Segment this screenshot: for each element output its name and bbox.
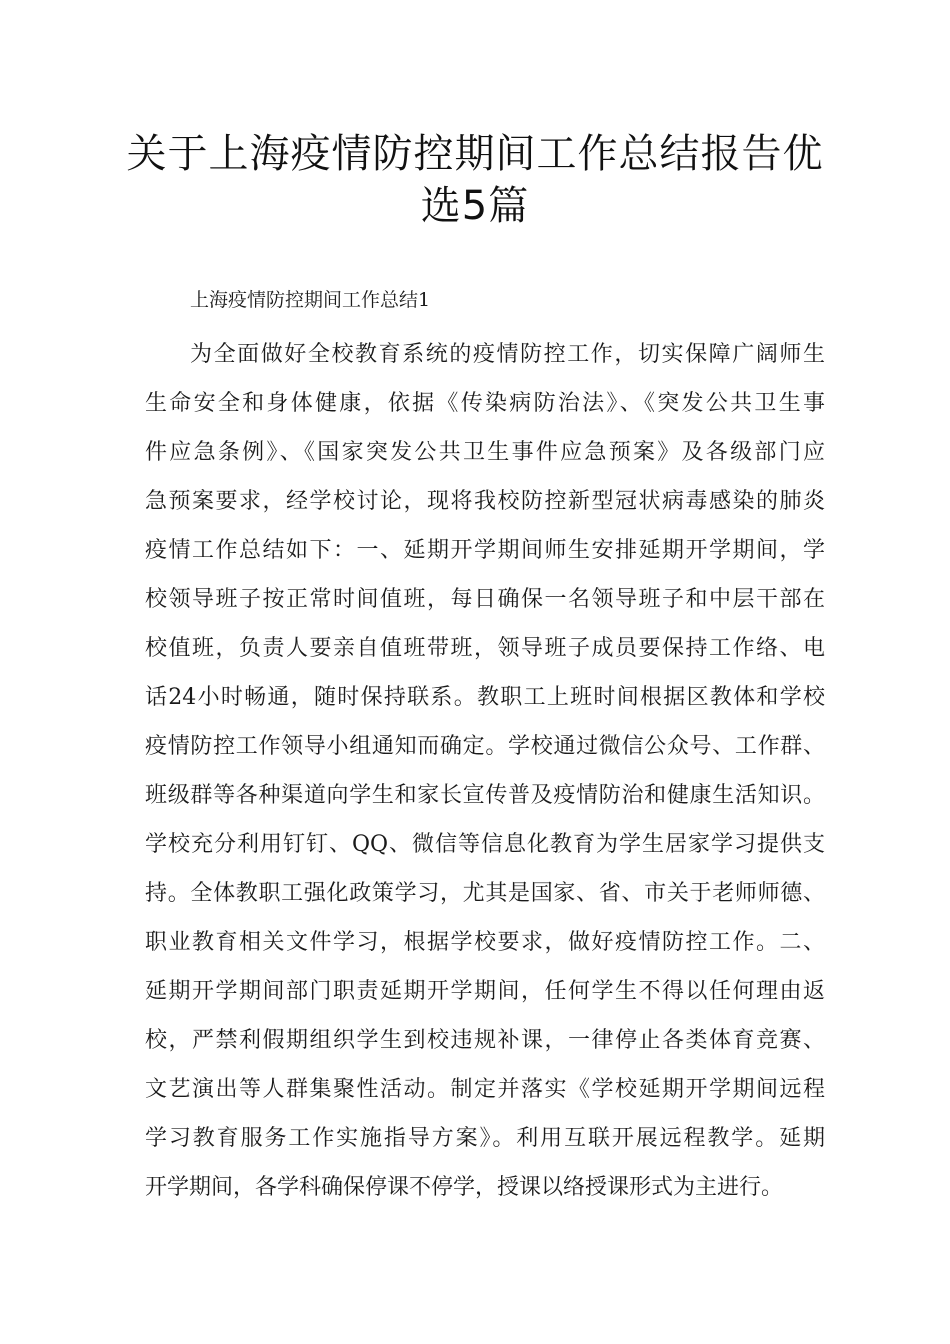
text-line: 疫情防控工作领导小组通知而确定。学校通过微信公众号、工作群、 (145, 734, 825, 759)
text-line: 疫情工作总结如下：一、延期开学期间师生安排延期开学期间，学 (145, 538, 825, 563)
text-line: 件应急条例》、《国家突发公共卫生事件应急预案》及各级部门应 (145, 440, 825, 465)
text-line: 开学期间，各学科确保停课不停学，授课以络授课形式为主进行。 (145, 1175, 784, 1200)
text-line: 持。全体教职工强化政策学习，尤其是国家、省、市关于老师师德、 (145, 881, 825, 906)
text-line: 职业教育相关文件学习，根据学校要求，做好疫情防控工作。二、 (145, 930, 825, 955)
text-line: 为全面做好全校教育系统的疫情防控工作，切实保障广阔师生 (190, 342, 825, 367)
text-line: 学习教育服务工作实施指导方案》。利用互联开展远程教学。延期 (145, 1126, 825, 1151)
text-line: 急预案要求，经学校讨论，现将我校防控新型冠状病毒感染的肺炎 (145, 489, 825, 514)
text-line: 文艺演出等人群集聚性活动。制定并落实《学校延期开学期间远程 (145, 1077, 825, 1102)
section-heading: 上海疫情防控期间工作总结1 (190, 289, 431, 311)
text-line: 生命安全和身体健康，依据《传染病防治法》、《突发公共卫生事 (145, 391, 825, 416)
text-line: 校，严禁利假期组织学生到校违规补课，一律停止各类体育竞赛、 (145, 1028, 825, 1053)
document-title-line-2: 选5篇 (420, 183, 530, 229)
text-line: 班级群等各种渠道向学生和家长宣传普及疫情防治和健康生活知识。 (145, 783, 825, 808)
text-line: 校领导班子按正常时间值班，每日确保一名领导班子和中层干部在 (145, 587, 825, 612)
text-line: 延期开学期间部门职责延期开学期间，任何学生不得以任何理由返 (145, 979, 825, 1004)
text-line: 话24小时畅通，随时保持联系。教职工上班时间根据区教体和学校 (145, 685, 825, 710)
text-line: 学校充分利用钉钉、QQ、微信等信息化教育为学生居家学习提供支 (145, 832, 825, 857)
text-line: 校值班，负责人要亲自值班带班，领导班子成员要保持工作络、电 (145, 636, 825, 661)
document-title-line-1: 关于上海疫情防控期间工作总结报告优 (126, 131, 824, 177)
